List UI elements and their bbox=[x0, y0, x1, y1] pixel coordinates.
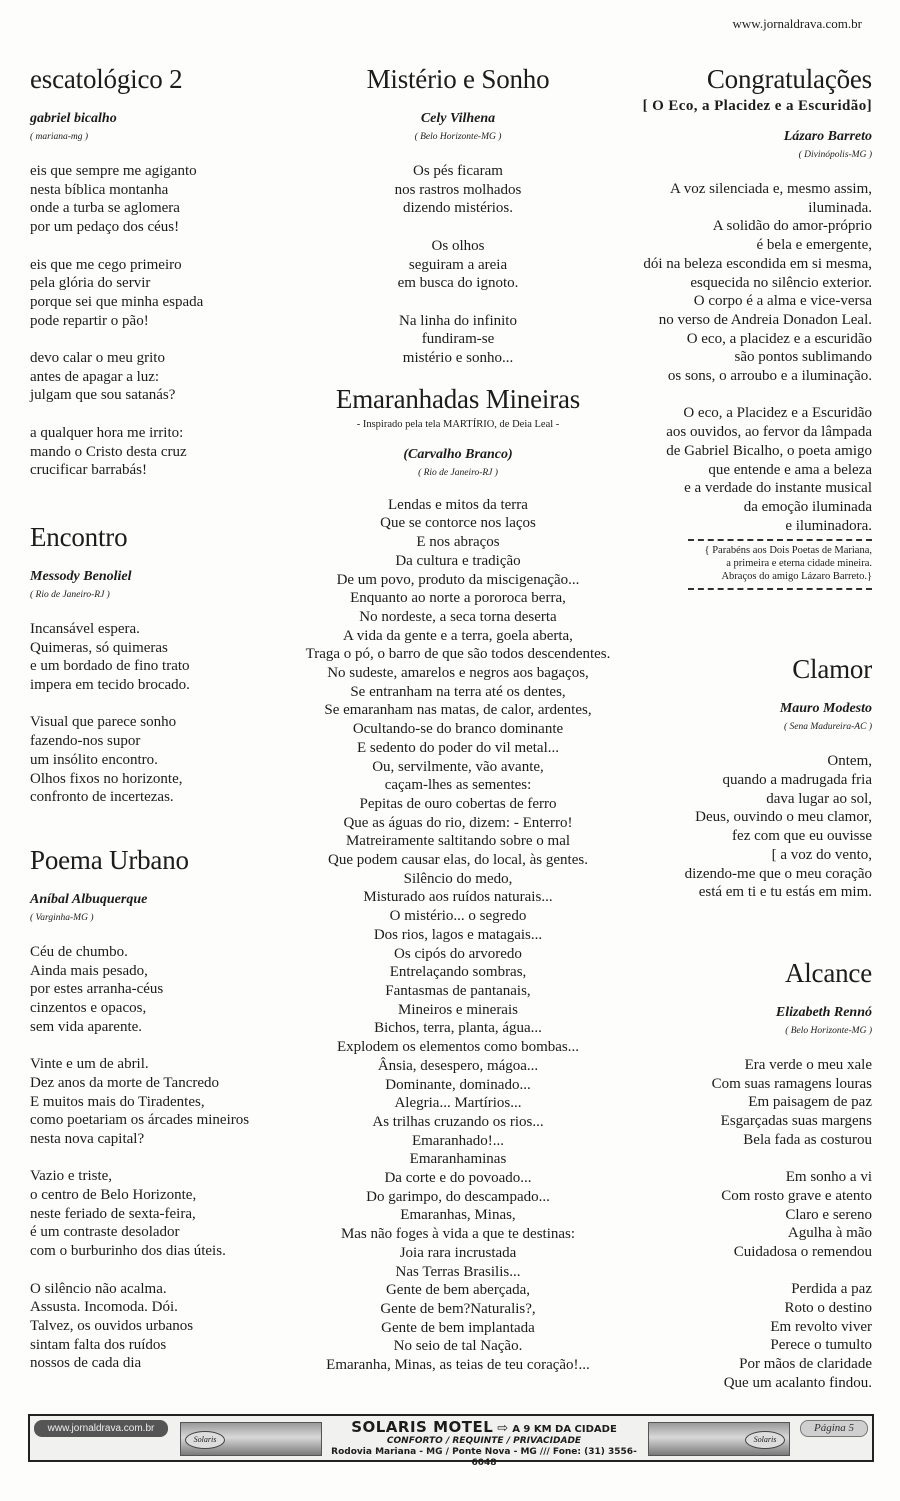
stanza bbox=[30, 162, 300, 237]
poem-subtitle: [ O Eco, a Placidez e a Escuridão] bbox=[642, 98, 872, 114]
verse-line: fazendo-nos supor bbox=[30, 733, 141, 750]
verse-line: Gente de bem?Naturalis?, bbox=[380, 1300, 536, 1317]
verse-line: Agulha à mão bbox=[787, 1225, 872, 1242]
poem-title: Congratulações bbox=[706, 64, 872, 94]
verse-line: Emaranhas, Minas, bbox=[400, 1207, 516, 1224]
verse-line: Deus, ouvindo o meu clamor, bbox=[695, 809, 872, 826]
verse-line: A solidão do amor-próprio bbox=[712, 218, 872, 235]
verse-line: nesta nova capital? bbox=[30, 1130, 145, 1147]
verse-line: Dez anos da morte de Tancredo bbox=[30, 1074, 220, 1091]
motel-ad-text bbox=[328, 1418, 640, 1469]
verse-line: pela glória do servir bbox=[30, 275, 151, 292]
verse-line: antes de apagar a luz: bbox=[30, 368, 160, 385]
poem-title: Encontro bbox=[30, 521, 128, 552]
verse-line: Os olhos bbox=[431, 237, 485, 254]
verse-line: Olhos fixos no horizonte, bbox=[30, 770, 183, 787]
motel-logo: Solaris bbox=[185, 1431, 225, 1449]
verse-line: O silêncio não acalma. bbox=[30, 1280, 167, 1297]
verse-line: Visual que parece sonho bbox=[30, 714, 177, 731]
verse-line: julgam que sou satanás? bbox=[30, 387, 176, 404]
stanza bbox=[598, 404, 872, 535]
poem-title: Emaranhadas Mineiras bbox=[335, 383, 581, 414]
verse-line: em busca do ignoto. bbox=[397, 275, 519, 292]
poem-clamor bbox=[598, 652, 872, 902]
verse-line: confronto de incertezas. bbox=[30, 789, 174, 806]
verse-line: impera em tecido brocado. bbox=[30, 677, 190, 694]
verse-line: esquecida no silêncio exterior. bbox=[690, 274, 872, 291]
poem-verses bbox=[30, 943, 300, 1373]
note-line: a primeira e eterna cidade mineira. bbox=[726, 558, 872, 570]
verse-line: caçam-lhes as sementes: bbox=[384, 777, 532, 794]
stanza bbox=[272, 496, 644, 1375]
verse-line: nos rastros molhados bbox=[394, 181, 522, 198]
verse-line: é bela e emergente, bbox=[756, 237, 872, 254]
stanza bbox=[272, 162, 644, 218]
verse-line: por um pedaço dos céus! bbox=[30, 219, 180, 236]
verse-line: Se emaranham nas matas, de calor, ardentes, bbox=[324, 702, 592, 719]
verse-line: E sedento do poder do vil metal... bbox=[356, 739, 560, 756]
poem-author: Messody Benoliel bbox=[30, 568, 132, 584]
verse-line: dizendo-me que o meu coração bbox=[684, 865, 872, 882]
motel-ad-heading bbox=[328, 1418, 640, 1436]
verse-line: Explodem os elementos como bombas... bbox=[336, 1039, 580, 1056]
note-line: { Parabéns aos Dois Poetas de Mariana, bbox=[704, 545, 872, 557]
verse-line: Assusta. Incomoda. Dói. bbox=[30, 1299, 178, 1316]
poem-verses bbox=[30, 162, 300, 480]
verse-line: Alegria... Martírios... bbox=[394, 1095, 522, 1112]
verse-line: Da corte e do povoado... bbox=[384, 1170, 532, 1187]
verse-line: No seio de tal Nação. bbox=[393, 1338, 523, 1355]
verse-line: Na linha do infinito bbox=[399, 312, 517, 329]
verse-line: Roto o destino bbox=[784, 1300, 872, 1317]
verse-line: Mas não foges à vida a que te destinas: bbox=[340, 1226, 576, 1243]
verse-line: O eco, a placidez e a escuridão bbox=[686, 330, 872, 347]
verse-line: Mineiros e minerais bbox=[398, 1001, 518, 1018]
poem-verses bbox=[598, 1056, 872, 1393]
verse-line: Ontem, bbox=[827, 753, 872, 770]
verse-line: O corpo é a alma e vice-versa bbox=[693, 293, 872, 310]
right-column bbox=[598, 62, 872, 1393]
verse-line: Ainda mais pesado, bbox=[30, 962, 148, 979]
poem-title: Mistério e Sonho bbox=[366, 64, 550, 94]
poem-origin: ( Rio de Janeiro-RJ ) bbox=[418, 467, 498, 478]
verse-line: nossos de cada dia bbox=[30, 1355, 142, 1372]
verse-line: Emaranhaminas bbox=[409, 1151, 507, 1168]
verse-line: De um povo, produto da miscigenação... bbox=[336, 571, 580, 588]
stanza bbox=[30, 1167, 300, 1261]
stanza bbox=[30, 424, 300, 480]
verse-line: com o burburinho dos dias úteis. bbox=[30, 1243, 226, 1260]
motel-photo-right bbox=[648, 1422, 790, 1456]
verse-line: e iluminadora. bbox=[785, 517, 872, 534]
poem-origin: ( Sena Madureira-AC ) bbox=[783, 722, 872, 733]
poem-verses bbox=[272, 496, 644, 1375]
verse-line: e um bordado de fino trato bbox=[30, 658, 190, 675]
poem-title: escatológico 2 bbox=[30, 64, 183, 94]
verse-line: Que as águas do rio, dizem: - Enterro! bbox=[343, 814, 573, 831]
poem-urbano bbox=[30, 843, 300, 1373]
poem-verses bbox=[598, 752, 872, 902]
verse-line: no verso de Andreia Donadon Leal. bbox=[658, 311, 872, 328]
verse-line: sem vida aparente. bbox=[30, 1018, 143, 1035]
verse-line: Do garimpo, do descampado... bbox=[366, 1188, 550, 1205]
verse-line: Silêncio do medo, bbox=[403, 870, 513, 887]
verse-line: devo calar o meu grito bbox=[30, 350, 165, 366]
note-line: Abraços do amigo Lázaro Barreto.} bbox=[721, 571, 872, 583]
verse-line: O eco, a Placidez e a Escuridão bbox=[683, 405, 872, 422]
verse-line: está em ti e tu estás em mim. bbox=[698, 884, 872, 901]
poem-misterio bbox=[272, 62, 644, 368]
page-number: Página 5 bbox=[800, 1420, 868, 1437]
stanza bbox=[30, 713, 300, 807]
motel-photo-left bbox=[180, 1422, 322, 1456]
verse-line: Era verde o meu xale bbox=[744, 1056, 872, 1073]
poem-inspiration: - Inspirado pela tela MARTÍRIO, de Deia Leal - bbox=[356, 418, 560, 430]
verse-line: Fantasmas de pantanais, bbox=[385, 982, 531, 999]
verse-line: Misturado aos ruídos naturais... bbox=[363, 889, 553, 906]
poem-verses bbox=[598, 180, 872, 535]
verse-line: mistério e sonho... bbox=[402, 350, 514, 366]
verse-line: Que um acalanto findou. bbox=[723, 1374, 872, 1391]
middle-column bbox=[272, 62, 644, 1375]
verse-line: e a verdade do instante musical bbox=[684, 480, 872, 497]
poem-author: gabriel bicalho bbox=[30, 111, 117, 126]
stanza bbox=[598, 180, 872, 386]
verse-line: iluminada. bbox=[808, 199, 872, 216]
verse-line: Enquanto ao norte a pororoca berra, bbox=[350, 590, 566, 607]
verse-line: Ou, servilmente, vão avante, bbox=[372, 758, 544, 775]
poem-author: Elizabeth Rennó bbox=[775, 1004, 872, 1020]
verse-line: [ a voz do vento, bbox=[771, 846, 872, 863]
verse-line: a qualquer hora me irrito: bbox=[30, 424, 184, 441]
stanza bbox=[30, 349, 300, 405]
motel-address: Rodovia Mariana - MG / Ponte Nova - MG /// Fone: (31) 3556-6048 bbox=[331, 1447, 637, 1468]
verse-line: Dominante, dominado... bbox=[385, 1076, 531, 1093]
verse-line: Perece o tumulto bbox=[770, 1337, 872, 1354]
verse-line: Os cipós do arvoredo bbox=[394, 945, 522, 962]
verse-line: cinzentos e opacos, bbox=[30, 1000, 147, 1017]
stanza bbox=[598, 1056, 872, 1150]
site-url[interactable]: www.jornaldrava.com.br bbox=[732, 16, 862, 31]
verse-line: quando a madrugada fria bbox=[722, 772, 872, 789]
footer-site-url[interactable]: www.jornaldrava.com.br bbox=[34, 1420, 168, 1437]
poem-origin: ( Divinópolis-MG ) bbox=[798, 150, 872, 160]
verse-line: que entende e ama a beleza bbox=[708, 461, 872, 478]
poem-title: Alcance bbox=[784, 957, 872, 988]
dedication-note bbox=[688, 539, 872, 590]
verse-line: E muitos mais do Tiradentes, bbox=[30, 1093, 205, 1110]
verse-line: E nos abraços bbox=[416, 534, 500, 551]
poem-author: Cely Vilhena bbox=[420, 111, 496, 126]
verse-line: os sons, o arroubo e a iluminação. bbox=[667, 368, 872, 385]
verse-line: Em sonho a vi bbox=[785, 1169, 872, 1186]
verse-line: crucificar barrabás! bbox=[30, 462, 147, 479]
poem-emaranhadas bbox=[272, 382, 644, 1375]
verse-line: Da cultura e tradição bbox=[395, 552, 521, 569]
verse-line: são pontos sublimando bbox=[734, 349, 872, 366]
poem-alcance bbox=[598, 956, 872, 1393]
motel-name: SOLARIS MOTEL bbox=[351, 1418, 494, 1436]
motel-logo: Solaris bbox=[745, 1431, 785, 1449]
verse-line: Emaranhado!... bbox=[411, 1132, 505, 1149]
verse-line: Perdida a paz bbox=[791, 1281, 872, 1298]
verse-line: Em paisagem de paz bbox=[748, 1094, 872, 1111]
verse-line: um insólito encontro. bbox=[30, 751, 158, 768]
stanza bbox=[272, 237, 644, 293]
poem-origin: ( mariana-mg ) bbox=[30, 132, 89, 142]
stanza bbox=[598, 752, 872, 902]
verse-line: fundiram-se bbox=[421, 331, 495, 348]
verse-line: No sudeste, amarelos e negros aos bagaços, bbox=[327, 665, 589, 682]
verse-line: A vida da gente e a terra, goela aberta, bbox=[343, 627, 573, 644]
verse-line: Em revolto viver bbox=[770, 1318, 872, 1335]
verse-line: eis que me cego primeiro bbox=[30, 256, 182, 273]
verse-line: Cuidadosa o remendou bbox=[733, 1243, 872, 1260]
verse-line: O mistério... o segredo bbox=[389, 908, 527, 925]
verse-line: eis que sempre me agiganto bbox=[30, 163, 197, 179]
verse-line: dizendo mistérios. bbox=[403, 200, 513, 217]
verse-line: pode repartir o pão! bbox=[30, 312, 149, 329]
left-column bbox=[30, 62, 300, 1373]
poem-verses bbox=[272, 162, 644, 368]
stanza bbox=[598, 1280, 872, 1392]
stanza bbox=[30, 1055, 300, 1149]
motel-distance: A 9 KM DA CIDADE bbox=[512, 1424, 617, 1435]
verse-line: como poetariam os árcades mineiros bbox=[30, 1112, 250, 1129]
verse-line: Vazio e triste, bbox=[30, 1168, 113, 1185]
verse-line: fez com que eu ouvisse bbox=[732, 828, 872, 845]
verse-line: Quimeras, só quimeras bbox=[30, 639, 168, 656]
verse-line: Nas Terras Brasilis... bbox=[395, 1263, 521, 1280]
poem-author: Lázaro Barreto bbox=[783, 129, 872, 144]
poem-encontro bbox=[30, 520, 300, 807]
verse-line: Gente de bem implantada bbox=[381, 1319, 535, 1336]
arrow-right-icon: ⇨ bbox=[497, 1421, 509, 1436]
verse-line: mando o Cristo desta cruz bbox=[30, 443, 187, 460]
poem-escatologico bbox=[30, 62, 300, 480]
verse-line: Vinte e um de abril. bbox=[30, 1056, 149, 1073]
poem-origin: ( Varginha-MG ) bbox=[30, 912, 94, 923]
verse-line: Que podem causar elas, do local, às gentes. bbox=[328, 852, 588, 869]
verse-line: seguiram a areia bbox=[408, 256, 508, 273]
verse-line: Joia rara incrustada bbox=[399, 1244, 517, 1261]
footer-ad-banner bbox=[28, 1414, 874, 1468]
verse-line: neste feriado de sexta-feira, bbox=[30, 1205, 196, 1222]
poem-origin: ( Belo Horizonte-MG ) bbox=[414, 132, 502, 142]
motel-slogan: CONFORTO / REQUINTE / PRIVACIDADE bbox=[386, 1436, 582, 1446]
stanza bbox=[272, 312, 644, 368]
verse-line: Esgarçadas suas margens bbox=[720, 1113, 872, 1130]
stanza bbox=[30, 1280, 300, 1374]
verse-line: Com rosto grave e atento bbox=[721, 1187, 872, 1204]
verse-line: Pepitas de ouro cobertas de ferro bbox=[359, 795, 557, 812]
stanza bbox=[30, 620, 300, 695]
verse-line: Gente de bem aberçada, bbox=[385, 1282, 531, 1299]
poem-title: Poema Urbano bbox=[30, 844, 189, 875]
stanza bbox=[30, 256, 300, 331]
verse-line: Lendas e mitos da terra bbox=[388, 496, 528, 513]
verse-line: Com suas ramagens louras bbox=[711, 1075, 872, 1092]
verse-line: o centro de Belo Horizonte, bbox=[30, 1187, 197, 1204]
verse-line: por estes arranha-céus bbox=[30, 981, 164, 998]
verse-line: Se entranham na terra até os dentes, bbox=[350, 683, 566, 700]
verse-line: Dos rios, lagos e matagais... bbox=[373, 926, 543, 943]
verse-line: sintam falta dos ruídos bbox=[30, 1336, 167, 1353]
verse-line: Emaranha, Minas, as teias de teu coração!... bbox=[326, 1357, 590, 1374]
verse-line: dói na beleza escondida em si mesma, bbox=[643, 255, 872, 272]
verse-line: Entrelaçando sombras, bbox=[389, 964, 527, 981]
verse-line: Céu de chumbo. bbox=[30, 943, 128, 960]
verse-line: Matreiramente saltitando sobre o mal bbox=[345, 833, 571, 850]
verse-line: da emoção iluminada bbox=[743, 498, 872, 515]
verse-line: Talvez, os ouvidos urbanos bbox=[30, 1317, 194, 1334]
verse-line: porque sei que minha espada bbox=[30, 293, 204, 310]
verse-line: de Gabriel Bicalho, o poeta amigo bbox=[666, 442, 872, 459]
verse-line: aos ouvidos, ao fervor da lâmpada bbox=[666, 424, 872, 441]
verse-line: Claro e sereno bbox=[785, 1206, 872, 1223]
poem-title: Clamor bbox=[792, 654, 872, 685]
verse-line: Os pés ficaram bbox=[413, 163, 503, 179]
verse-line: As trilhas cruzando os rios... bbox=[372, 1113, 544, 1130]
stanza bbox=[598, 1168, 872, 1262]
verse-line: nesta bíblica montanha bbox=[30, 181, 169, 198]
poem-origin: ( Belo Horizonte-MG ) bbox=[785, 1025, 872, 1036]
verse-line: Ocultando-se do branco dominante bbox=[352, 721, 564, 738]
verse-line: Bichos, terra, planta, água... bbox=[374, 1020, 542, 1037]
verse-line: Incansável espera. bbox=[30, 620, 140, 637]
poem-origin: ( Rio de Janeiro-RJ ) bbox=[30, 589, 110, 600]
verse-line: é um contraste desolador bbox=[30, 1224, 180, 1241]
poem-author: (Carvalho Branco) bbox=[403, 446, 513, 462]
verse-line: Que se contorce nos laços bbox=[380, 515, 536, 532]
poem-verses bbox=[30, 620, 300, 807]
verse-line: dava lugar ao sol, bbox=[766, 790, 872, 807]
poem-congratulacoes bbox=[598, 62, 872, 590]
verse-line: A voz silenciada e, mesmo assim, bbox=[669, 181, 872, 197]
poem-author: Mauro Modesto bbox=[779, 701, 872, 717]
stanza bbox=[30, 943, 300, 1037]
verse-line: Traga o pó, o barro de que são todos descendentes. bbox=[305, 646, 611, 663]
verse-line: Bela fada as costurou bbox=[743, 1131, 872, 1148]
poem-author: Aníbal Albuquerque bbox=[30, 891, 148, 907]
verse-line: Por mãos de claridade bbox=[739, 1356, 872, 1373]
verse-line: Ânsia, desespero, mágoa... bbox=[377, 1057, 539, 1074]
verse-line: onde a turba se aglomera bbox=[30, 200, 180, 217]
verse-line: No nordeste, a seca torna deserta bbox=[359, 608, 557, 625]
